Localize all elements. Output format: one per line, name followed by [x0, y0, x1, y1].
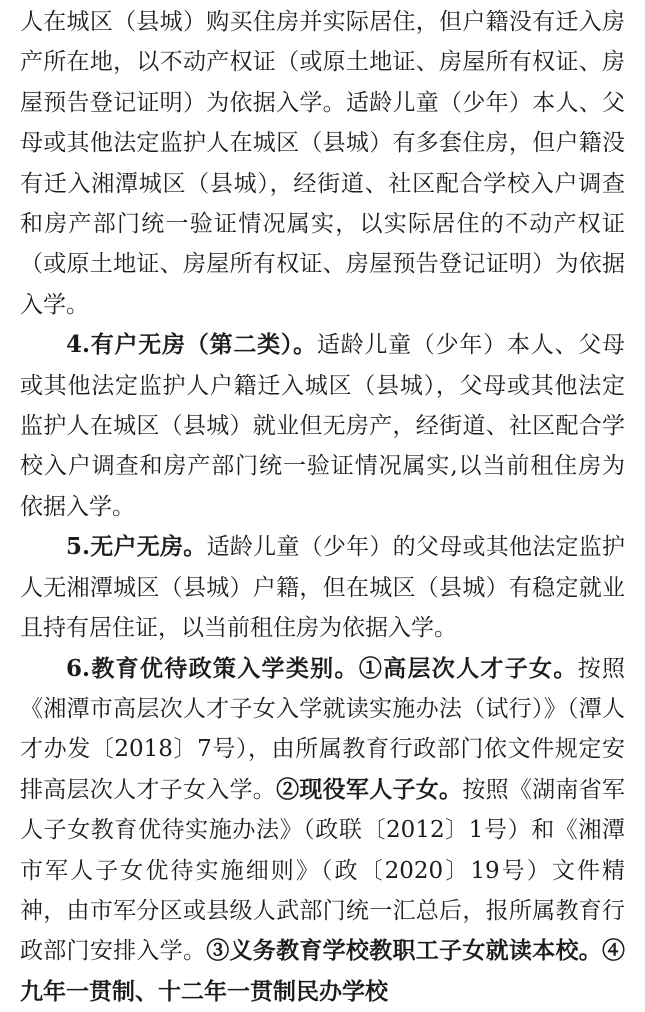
- paragraph-4-subheading-staff: ③义务教育学校教职工子女就读本校。④九年一贯制、十二年一贯制民办学校: [20, 937, 625, 1004]
- paragraph-4: [20, 649, 625, 1012]
- paragraph-3: [20, 527, 625, 648]
- paragraph-2-text: 适龄儿童（少年）本人、父母或其他法定监护人户籍迁入城区（县城），父母或其他法定监护人在城区（县城）就业但无房产，经街道、社区配合学校入户调查和房产部门统一验证情况属实,以当前租住房为依据入学。: [20, 332, 625, 520]
- paragraph-4-text-a: 按照《湘潭市高层次人才子女入学就读实施办法（试行）》（潭人才办发〔2018〕7号），由所属教育行政部门依文件规定安排高层次人才子女入学。: [20, 656, 625, 803]
- paragraph-2-heading: 4.有户无房（第二类）。: [66, 331, 317, 358]
- paragraph-4-subheading-military: ②现役军人子女。: [276, 776, 462, 803]
- paragraph-1-text: 人在城区（县城）购买住房并实际居住，但户籍没有迁入房产所在地，以不动产权证（或原土地证、房屋所有权证、房屋预告登记证明）为依据入学。适龄儿童（少年）本人、父母或其他法定监护人在城区（县城）有多套住房，但户籍没有迁入湘潭城区（县城），经街道、社区配合学校入户调查和房产部门统一验证情况属实，以实际居住的不动产权证（或原土地证、房屋所有权证、房屋预告登记证明）为依据入学。: [20, 9, 625, 318]
- paragraph-3-text: 适龄儿童（少年）的父母或其他法定监护人无湘潭城区（县城）户籍，但在城区（县城）有稳定就业且持有居住证，以当前租住房为依据入学。: [20, 534, 625, 641]
- paragraph-1: [20, 2, 625, 325]
- paragraph-3-heading: 5.无户无房。: [66, 533, 207, 560]
- paragraph-4-heading: 6.教育优待政策入学类别。①高层次人才子女。: [66, 655, 578, 682]
- paragraph-4-text-b: 按照《湖南省军人子女教育优待实施办法》（政联〔2012〕1号）和《湘潭市军人子女优待实施细则》（政〔2020〕19号）文件精神，由市军分区或县级人武部门统一汇总后，报所属教育行政部门安排入学。: [20, 777, 625, 965]
- paragraph-2: [20, 325, 625, 527]
